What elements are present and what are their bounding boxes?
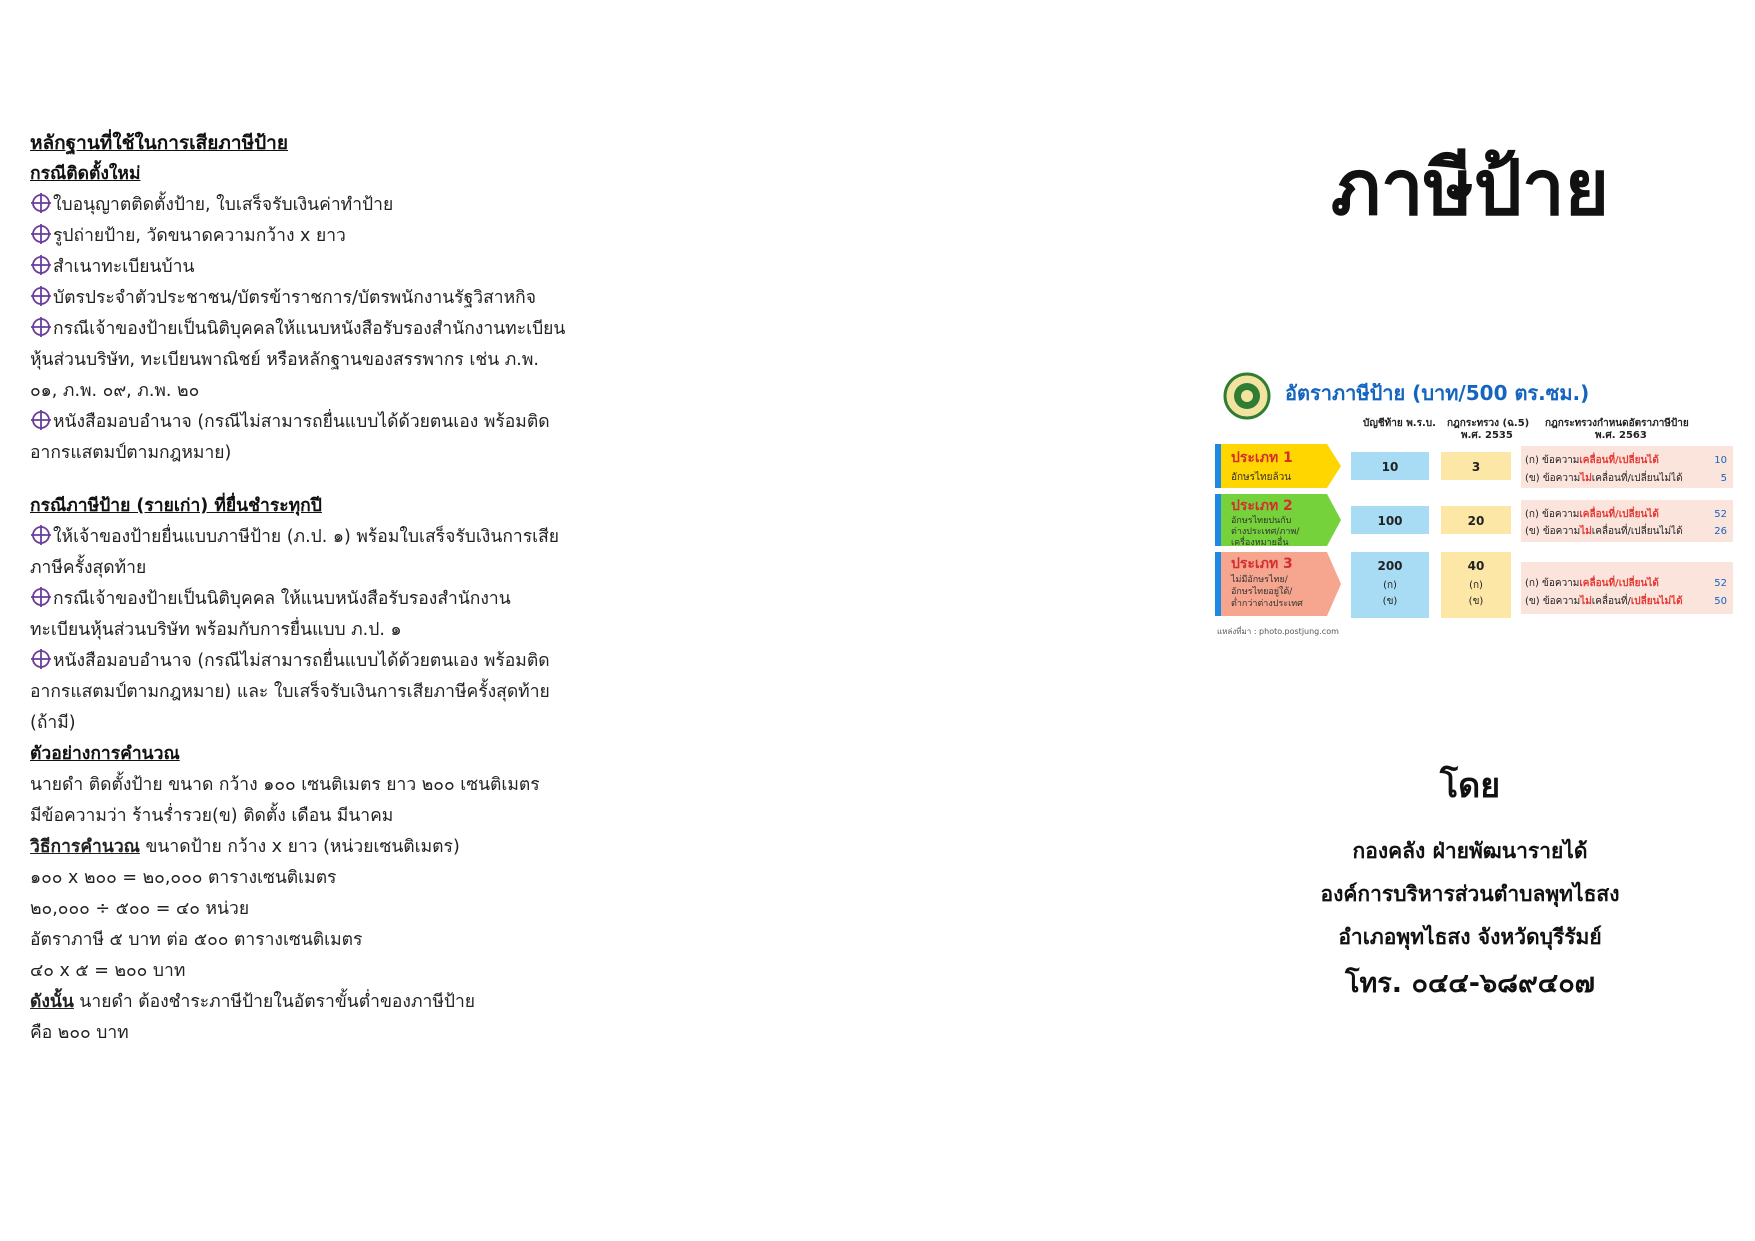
cell-value: 20 <box>1467 514 1485 528</box>
row-desc: เครื่องหมายอื่น <box>1231 538 1289 548</box>
list-item: หนังสือมอบอำนาจ (กรณีไม่สามารถยื่นแบบได้ด้วยตนเอง พร้อมติดอากรแสตมป์ตามกฎหมาย) และ ใบเสร็จรับเงินการเสียภาษีครั้งสุดท้าย (ถ้ามี) <box>30 646 570 739</box>
evidence-column <box>30 128 570 1049</box>
list-item: บัตรประจำตัวประชาชน/บัตรข้าราชการ/บัตรพนักงานรัฐวิสาหกิจ <box>30 283 570 314</box>
conclusion-label: ดังนั้น <box>30 992 74 1012</box>
svg-text:(ก) ข้อความเคลื่อนที่/เปลี่ยนไ: (ก) ข้อความเคลื่อนที่/เปลี่ยนได้ <box>1525 509 1659 520</box>
table-row <box>1215 444 1733 488</box>
example-line: มีข้อความว่า ร้านร่ำรวย(ข) ติดตั้ง เดือน มีนาคม <box>30 806 394 826</box>
list-item: กรณีเจ้าของป้ายเป็นนิติบุคคล ให้แนบหนังสือรับรองสำนักงานทะเบียนหุ้นส่วนบริษัท พร้อมกับการยื่นแบบ ภ.ป. ๑ <box>30 584 570 646</box>
author-block <box>1250 758 1690 1009</box>
evidence-heading: หลักฐานที่ใช้ในการเสียภาษีป้าย <box>30 132 288 154</box>
example-label: ตัวอย่างการคำนวณ <box>30 744 180 764</box>
svg-text:52: 52 <box>1714 578 1727 589</box>
old-tax-label: กรณีภาษีป้าย (รายเก่า) ที่ยื่นชำระทุกปี <box>30 496 322 516</box>
table-row <box>1215 494 1733 548</box>
col-header: บัญชีท้าย พ.ร.บ. <box>1363 418 1436 429</box>
cell-value: 200 <box>1377 559 1403 573</box>
calc-line: ๑๐๐ x ๒๐๐ = ๒๐,๐๐๐ ตารางเซนติเมตร <box>30 868 337 888</box>
crosshair-bullet-icon <box>30 285 52 307</box>
rate-table-title: อัตราภาษีป้าย (บาท/500 ตร.ซม.) <box>1285 381 1590 405</box>
crosshair-bullet-icon <box>30 648 52 670</box>
government-seal-icon <box>1225 374 1269 418</box>
svg-text:(ข) ข้อความไม่เคลื่อนที่/เปลี่: (ข) ข้อความไม่เคลื่อนที่/เปลี่ยนไม่ได้ <box>1525 526 1683 537</box>
list-item: รูปถ่ายป้าย, วัดขนาดความกว้าง x ยาว <box>30 221 570 252</box>
crosshair-bullet-icon <box>30 223 52 245</box>
table-row <box>1215 552 1733 618</box>
page-title: ภาษีป้าย <box>1330 143 1610 232</box>
svg-text:5: 5 <box>1720 473 1727 484</box>
row-desc: อักษรไทยอยู่ใต้/ <box>1231 587 1293 597</box>
cell-value: 100 <box>1377 514 1403 528</box>
svg-text:(ข): (ข) <box>1468 596 1484 607</box>
list-item: ใบอนุญาตติดตั้งป้าย, ใบเสร็จรับเงินค่าทำป้าย <box>30 190 570 221</box>
crosshair-bullet-icon <box>30 192 52 214</box>
row-desc: ไม่มีอักษรไทย/ <box>1231 575 1288 585</box>
svg-text:(ข) ข้อความไม่เคลื่อนที่/เปลี่: (ข) ข้อความไม่เคลื่อนที่/เปลี่ยนไม่ได้ <box>1525 473 1683 484</box>
cell-value: 40 <box>1467 559 1485 573</box>
svg-text:(ก): (ก) <box>1469 580 1483 591</box>
rate-table-image <box>1215 370 1735 640</box>
org-line: กองคลัง ฝ่ายพัฒนารายได้ <box>1352 839 1588 863</box>
cell-value: 3 <box>1471 460 1481 474</box>
row-type: ประเภท 2 <box>1231 498 1293 514</box>
conclusion-line: ดังนั้น นายดำ ต้องชำระภาษีป้ายในอัตราขั้นต่ำของภาษีป้าย <box>30 992 476 1012</box>
by-label: โดย <box>1439 766 1501 806</box>
calc-line: อัตราภาษี ๕ บาท ต่อ ๕๐๐ ตารางเซนติเมตร <box>30 930 363 950</box>
col-header: พ.ศ. 2563 <box>1595 430 1647 441</box>
crosshair-bullet-icon <box>30 254 52 276</box>
svg-text:26: 26 <box>1714 526 1727 537</box>
crosshair-bullet-icon <box>30 409 52 431</box>
row-type: ประเภท 3 <box>1231 556 1293 572</box>
svg-text:(ข): (ข) <box>1382 596 1398 607</box>
svg-text:(ก): (ก) <box>1383 580 1397 591</box>
crosshair-bullet-icon <box>30 316 52 338</box>
svg-text:10: 10 <box>1714 455 1727 466</box>
list-item: หนังสือมอบอำนาจ (กรณีไม่สามารถยื่นแบบได้ด้วยตนเอง พร้อมติดอากรแสตมป์ตามกฎหมาย) <box>30 407 570 469</box>
calc-line: ๒๐,๐๐๐ ÷ ๕๐๐ = ๔๐ หน่วย <box>30 899 250 919</box>
row-desc: ต่ำกว่าต่างประเทศ <box>1231 599 1303 609</box>
conclusion-line: คือ ๒๐๐ บาท <box>30 1023 129 1043</box>
org-line: องค์การบริหารส่วนตำบลพุทไธสง <box>1320 882 1620 906</box>
cell-value: 10 <box>1381 460 1399 474</box>
list-item: กรณีเจ้าของป้ายเป็นนิติบุคคลให้แนบหนังสือรับรองสำนักงานทะเบียนหุ้นส่วนบริษัท, ทะเบียนพาณิชย์ หรือหลักฐานของสรรพากร เช่น ภ.พ. ๐๑, ภ.พ. ๐๙, ภ.พ. ๒๐ <box>30 314 570 407</box>
list-item: ให้เจ้าของป้ายยื่นแบบภาษีป้าย (ภ.ป. ๑) พร้อมใบเสร็จรับเงินการเสียภาษีครั้งสุดท้าย <box>30 522 570 584</box>
col-header: พ.ศ. 2535 <box>1461 430 1513 441</box>
calc-line: ๔๐ x ๕ = ๒๐๐ บาท <box>30 961 186 981</box>
row-desc: ต่างประเทศ/ภาพ/ <box>1231 527 1300 537</box>
example-line: นายดำ ติดตั้งป้าย ขนาด กว้าง ๑๐๐ เซนติเมตร ยาว ๒๐๐ เซนติเมตร <box>30 775 540 795</box>
svg-text:(ก) ข้อความเคลื่อนที่/เปลี่ยนไ: (ก) ข้อความเคลื่อนที่/เปลี่ยนได้ <box>1525 455 1659 466</box>
svg-text:(ข) ข้อความไม่เคลื่อนที่/เปลี่: (ข) ข้อความไม่เคลื่อนที่/เปลี่ยนไม่ได้ <box>1525 596 1683 607</box>
method-label: วิธีการคำนวณ <box>30 837 140 857</box>
list-item: สำเนาทะเบียนบ้าน <box>30 252 570 283</box>
col-header: กฎกระทรวง (ฉ.5) <box>1447 418 1530 429</box>
new-install-label: กรณีติดตั้งใหม่ <box>30 164 141 184</box>
crosshair-bullet-icon <box>30 586 52 608</box>
svg-text:52: 52 <box>1714 509 1727 520</box>
crosshair-bullet-icon <box>30 524 52 546</box>
svg-text:(ก) ข้อความเคลื่อนที่/เปลี่ยนไ: (ก) ข้อความเคลื่อนที่/เปลี่ยนได้ <box>1525 578 1659 589</box>
row-type: ประเภท 1 <box>1231 450 1293 466</box>
row-desc: อักษรไทยล้วน <box>1231 472 1292 483</box>
rate-table-footer: แหล่งที่มา : photo.postjung.com <box>1217 627 1339 636</box>
method-line: วิธีการคำนวณ ขนาดป้าย กว้าง x ยาว (หน่วยเซนติเมตร) <box>30 837 460 857</box>
org-line: อำเภอพุทไธสง จังหวัดบุรีรัมย์ <box>1338 925 1602 949</box>
row-desc: อักษรไทยปนกับ <box>1231 516 1292 526</box>
col-header: กฎกระทรวงกำหนดอัตราภาษีป้าย <box>1545 418 1689 429</box>
svg-text:50: 50 <box>1714 596 1727 607</box>
phone-number: โทร. ๐๔๔-๖๘๙๔๐๗ <box>1345 968 1595 999</box>
